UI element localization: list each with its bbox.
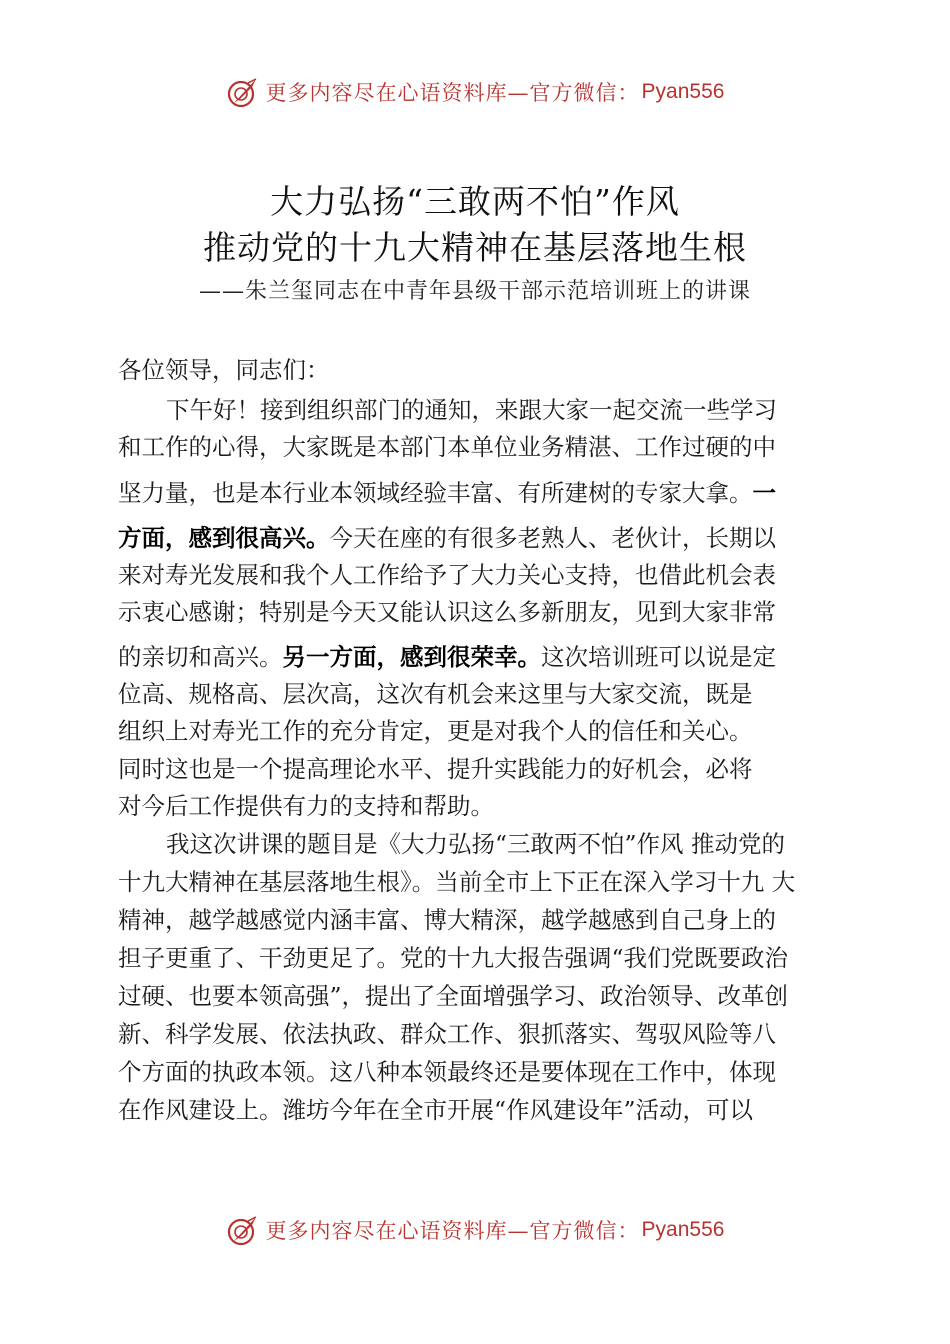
emphasis-text: 一 <box>752 479 776 507</box>
banner-text: 更多内容尽在心语资料库—官方微信： <box>265 81 640 105</box>
banner-wechat-id: Pyan556 <box>641 1218 725 1241</box>
paragraph-1-line <box>118 475 776 511</box>
paragraph-2-line: 精神，越学越感觉内涵丰富、博大精深，越学越感到自己身上的 <box>118 906 776 934</box>
paragraph-1-line: 来对寿光发展和我个人工作给予了大力关心支持，也借此机会表 <box>118 561 776 589</box>
emphasis-text: 方面，感到很高兴。 <box>118 524 330 552</box>
paragraph-2-line: 在作风建设上。潍坊今年在全市开展“作风建设年”活动，可以 <box>118 1096 754 1124</box>
text-span: 坚力量，也是本行业本领域经验丰富、有所建树的专家大拿。 <box>118 479 753 507</box>
text-span: 今天在座的有很多老熟人、老伙计，长期以 <box>329 524 776 552</box>
paragraph-1-line: 位高、规格高、层次高，这次有机会来这里与大家交流，既是 <box>118 680 753 708</box>
paragraph-2-line: 担子更重了、干劲更足了。党的十九大报告强调“我们党既要政治 <box>118 944 789 972</box>
title-line-2: 推动党的十九大精神在基层落地生根 <box>203 228 747 267</box>
emphasis-text: 另一方面，感到很荣幸。 <box>282 643 541 671</box>
title-line-1: 大力弘扬“三敢两不怕”作风 <box>270 182 680 221</box>
bottom-banner <box>0 1210 950 1250</box>
text-span: 这次培训班可以说是定 <box>541 643 776 671</box>
paragraph-2-line: 新、科学发展、依法执政、群众工作、狠抓落实、驾驭风险等八 <box>118 1020 776 1048</box>
greeting: 各位领导，同志们： <box>118 356 330 384</box>
paragraph-1-line: 和工作的心得，大家既是本部门本单位业务精湛、工作过硬的中 <box>118 433 776 461</box>
top-banner <box>0 72 950 112</box>
paragraph-1-line: 对今后工作提供有力的支持和帮助。 <box>118 792 494 820</box>
paragraph-1-line <box>118 639 776 675</box>
banner-text: 更多内容尽在心语资料库—官方微信： <box>265 1219 640 1243</box>
paragraph-2-line: 我这次讲课的题目是《大力弘扬“三敢两不怕”作风 推动党的 <box>166 830 785 858</box>
quill-logo-icon <box>226 75 260 109</box>
paragraph-1-line: 下午好！接到组织部门的通知，来跟大家一起交流一些学习 <box>166 396 777 424</box>
quill-logo-icon <box>226 1213 260 1247</box>
text-span: 的亲切和高兴。 <box>118 643 283 671</box>
subtitle: ——朱兰玺同志在中青年县级干部示范培训班上的讲课 <box>198 279 751 304</box>
banner-wechat-id: Pyan556 <box>641 80 725 103</box>
paragraph-1-line <box>118 520 776 556</box>
paragraph-2-line: 十九大精神在基层落地生根》。当前全市上下正在深入学习十九 大 <box>118 868 796 896</box>
paragraph-1-line: 组织上对寿光工作的充分肯定，更是对我个人的信任和关心。 <box>118 717 753 745</box>
paragraph-2-line: 个方面的执政本领。这八种本领最终还是要体现在工作中，体现 <box>118 1058 776 1086</box>
paragraph-1-line: 示衷心感谢；特别是今天又能认识这么多新朋友，见到大家非常 <box>118 598 776 626</box>
paragraph-2-line: 过硬、也要本领高强”，提出了全面增强学习、政治领导、改革创 <box>118 982 789 1010</box>
paragraph-1-line: 同时这也是一个提高理论水平、提升实践能力的好机会，必将 <box>118 755 753 783</box>
